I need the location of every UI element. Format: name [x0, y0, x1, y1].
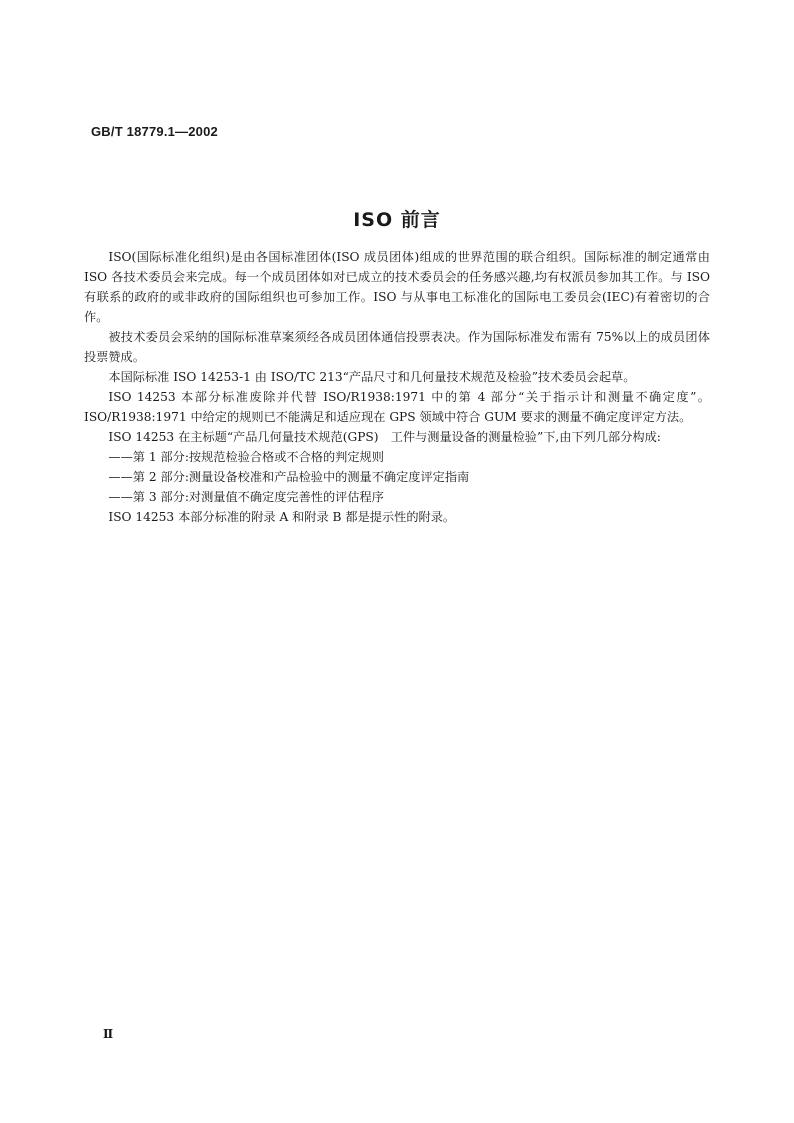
paragraph-replacement: ISO 14253 本部分标准废除并代替 ISO/R1938:1971 中的第 4 部分“关于指示计和测量不确定度”。ISO/R1938:1971 中给定的规则已不能满足和适应现在 GPS 领域中符合 GUM 要求的测量不确定度评定方法。	[84, 390, 710, 424]
standard-code: GB/T 18779.1—2002	[91, 124, 218, 139]
paragraph-iso-organization: ISO(国际标准化组织)是由各国标准团体(ISO 成员团体)组成的世界范围的联合组织。国际标准的制定通常由 ISO 各技术委员会来完成。每一个成员团体如对已成立的技术委员会的任务感兴趣,均有权派员参加其工作。与 ISO 有联系的政府的或非政府的国际组织也可参加工作。ISO 与从事电工标准化的国际电工委员会(IEC)有着密切的合作。	[84, 250, 710, 324]
page-title: ISO 前言	[353, 209, 441, 231]
list-item: ——第 1 部分:按规范检验合格或不合格的判定规则	[108, 450, 384, 464]
paragraph-drafting: 本国际标准 ISO 14253-1 由 ISO/TC 213“产品尺寸和几何量技术规范及检验”技术委员会起草。	[108, 370, 636, 384]
paragraph-voting: 被技术委员会采纳的国际标准草案须经各成员团体通信投票表决。作为国际标准发布需有 75%以上的成员团体投票赞成。	[84, 330, 710, 364]
paragraph-annexes: ISO 14253 本部分标准的附录 A 和附录 B 都是提示性的附录。	[108, 510, 456, 524]
foreword-body	[84, 247, 710, 527]
list-item: ——第 2 部分:测量设备校准和产品检验中的测量不确定度评定指南	[108, 470, 470, 484]
page-number: Ⅱ	[103, 1027, 114, 1041]
paragraph-parts-intro: ISO 14253 在主标题“产品几何量技术规范(GPS) 工件与测量设备的测量检验”下,由下列几部分构成:	[108, 430, 661, 444]
list-item: ——第 3 部分:对测量值不确定度完善性的评估程序	[108, 490, 384, 504]
